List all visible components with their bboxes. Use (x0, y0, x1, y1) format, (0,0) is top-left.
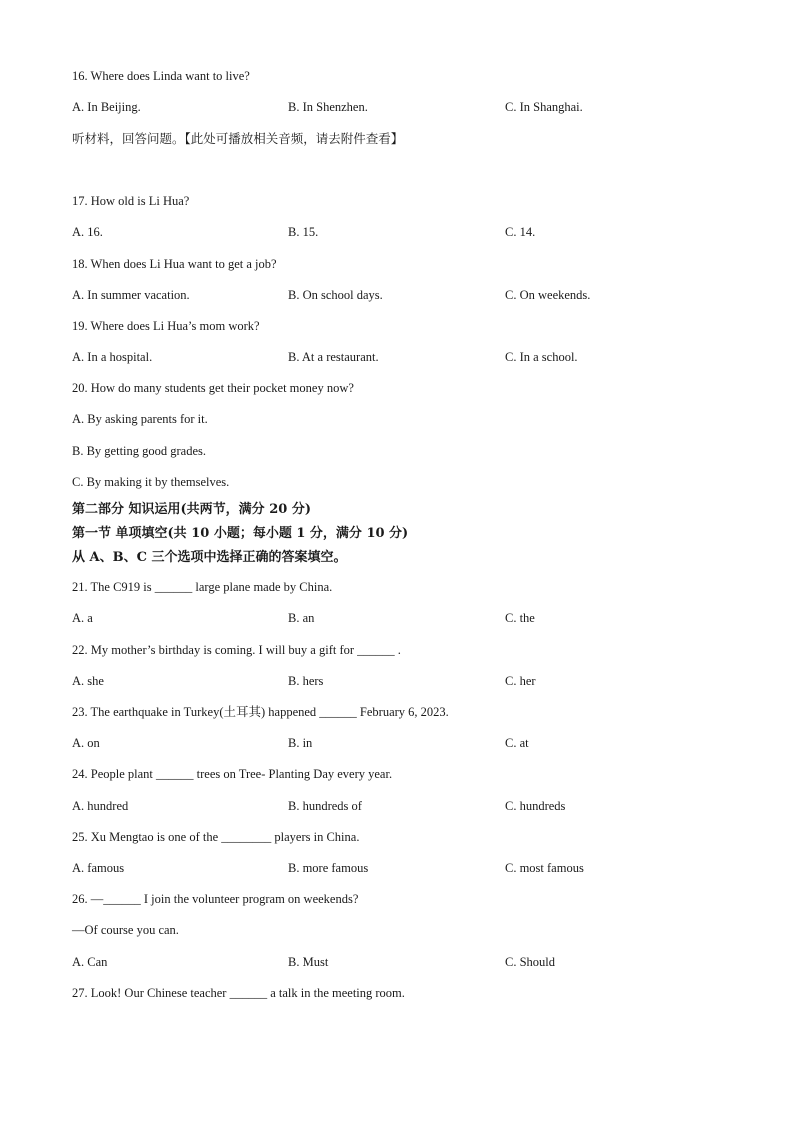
question-16-option-c: C. In Shanghai. (505, 100, 583, 114)
question-22-stem: 22. My mother’s birthday is coming. I will buy a gift for ______ . (72, 643, 401, 657)
question-24-stem: 24. People plant ______ trees on Tree- Planting Day every year. (72, 767, 393, 781)
question-20-option-c: C. By making it by themselves. (72, 475, 230, 489)
question-25-option-b: B. more famous (288, 861, 369, 875)
question-18-stem: 18. When does Li Hua want to get a job? (72, 257, 277, 271)
question-25-option-a: A. famous (72, 861, 125, 875)
question-26-stem: 26. —______ I join the volunteer program on weekends? (72, 892, 359, 906)
question-23-option-c: C. at (505, 736, 529, 750)
question-18-option-a: A. In summer vacation. (72, 288, 190, 302)
question-19-option-c: C. In a school. (505, 350, 578, 364)
question-18-option-b: B. On school days. (288, 288, 383, 302)
question-21-option-a: A. a (72, 611, 93, 625)
question-26-option-b: B. Must (288, 955, 329, 969)
question-16-stem: 16. Where does Linda want to live? (72, 69, 250, 83)
question-24-option-a: A. hundred (72, 799, 129, 813)
question-16-option-a: A. In Beijing. (72, 100, 141, 114)
question-21-stem: 21. The C919 is ______ large plane made by China. (72, 580, 333, 594)
question-17-option-c: C. 14. (505, 225, 536, 239)
question-21-option-b: B. an (288, 611, 315, 625)
audio-note: 听材料，回答问题。【此处可播放相关音频，请去附件查看】 (72, 131, 404, 146)
question-17-option-a: A. 16. (72, 225, 103, 239)
question-27-stem: 27. Look! Our Chinese teacher ______ a talk in the meeting room. (72, 986, 405, 1000)
question-25-stem: 25. Xu Mengtao is one of the ________ players in China. (72, 830, 360, 844)
part-two-title: 第二部分 知识运用(共两节，满分 20 分) (72, 502, 311, 517)
question-21-option-c: C. the (505, 611, 535, 625)
question-19-option-b: B. At a restaurant. (288, 350, 379, 364)
question-22-option-a: A. she (72, 674, 104, 688)
question-23-option-a: A. on (72, 736, 100, 750)
section-instruction: 从 A、B、C 三个选项中选择正确的答案填空。 (72, 550, 347, 565)
question-18-option-c: C. On weekends. (505, 288, 591, 302)
question-24-option-c: C. hundreds (505, 799, 566, 813)
question-17-stem: 17. How old is Li Hua? (72, 194, 190, 208)
question-17-option-b: B. 15. (288, 225, 319, 239)
question-25-option-c: C. most famous (505, 861, 584, 875)
question-24-option-b: B. hundreds of (288, 799, 362, 813)
question-19-stem: 19. Where does Li Hua’s mom work? (72, 319, 260, 333)
question-22-option-b: B. hers (288, 674, 324, 688)
question-26-option-a: A. Can (72, 955, 108, 969)
question-20-option-a: A. By asking parents for it. (72, 412, 208, 426)
question-19-option-a: A. In a hospital. (72, 350, 153, 364)
question-26-reply: —Of course you can. (72, 923, 179, 937)
question-22-option-c: C. her (505, 674, 536, 688)
question-23-stem: 23. The earthquake in Turkey(土耳其) happened ______ February 6, 2023. (72, 705, 449, 719)
question-20-option-b: B. By getting good grades. (72, 444, 207, 458)
question-16-option-b: B. In Shenzhen. (288, 100, 368, 114)
question-23-option-b: B. in (288, 736, 313, 750)
question-20-stem: 20. How do many students get their pocket money now? (72, 381, 354, 395)
section-one-title: 第一节 单项填空(共 10 小题；每小题 1 分，满分 10 分) (72, 526, 409, 541)
question-26-option-c: C. Should (505, 955, 556, 969)
